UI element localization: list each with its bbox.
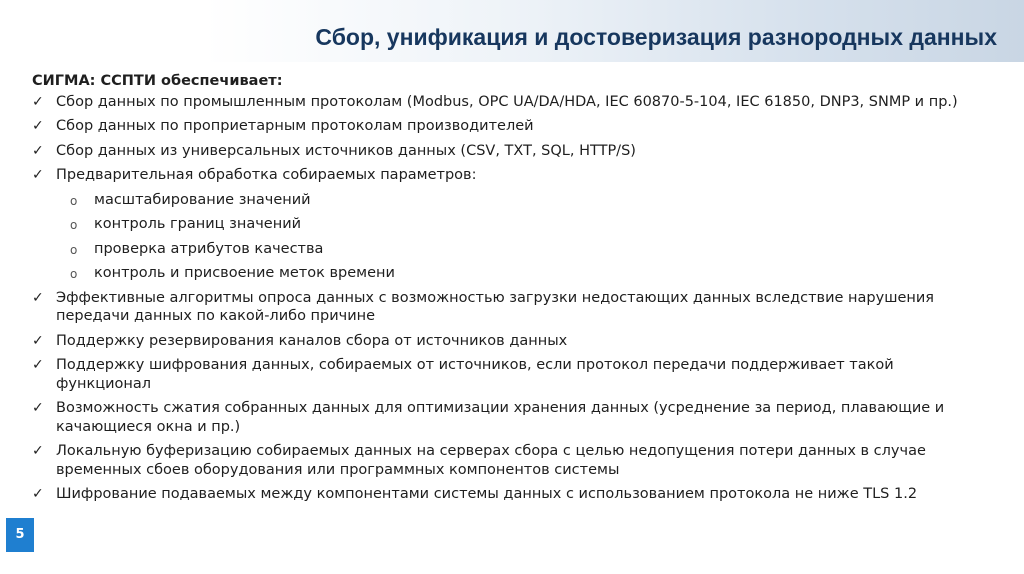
list-item-text: Локальную буферизацию собираемых данных на серверах сбора с целью недопущения потери данных в случае временных сбоев оборудования или программных компонентов системы [56, 443, 926, 478]
check-icon: ✓ [32, 443, 44, 459]
check-icon: ✓ [32, 486, 44, 502]
list-item [32, 332, 992, 351]
intro-text: СИГМА: ССПТИ обеспечивает: [32, 73, 283, 89]
slide-title: Сбор, унификация и достоверизация разнородных данных [315, 24, 997, 50]
circle-bullet-icon: o [70, 267, 78, 281]
sub-list-item-text: контроль и присвоение меток времени [94, 265, 395, 281]
check-icon: ✓ [32, 167, 44, 183]
check-icon: ✓ [32, 118, 44, 134]
list-item [32, 289, 992, 326]
list-item [32, 142, 992, 161]
sub-list-item [56, 215, 992, 234]
sub-list [56, 191, 992, 283]
list-item [32, 166, 992, 283]
sub-list-item-text: масштабирование значений [94, 191, 311, 208]
check-icon: ✓ [32, 93, 44, 110]
list-item-text: Поддержку резервирования каналов сбора от источников данных [56, 332, 568, 349]
list-item [32, 485, 992, 504]
list-item [32, 93, 992, 112]
check-icon: ✓ [32, 142, 44, 159]
sub-list-item [56, 191, 992, 210]
check-icon: ✓ [32, 289, 44, 306]
sub-list-item [56, 264, 992, 283]
sub-list-item-text: проверка атрибутов качества [94, 240, 324, 257]
sub-list-item [56, 240, 992, 259]
circle-bullet-icon: o [70, 218, 78, 232]
list-item-text: Шифрование подаваемых между компонентами системы данных с использованием протокола не ниже TLS 1.2 [56, 486, 918, 502]
list-item [32, 399, 992, 436]
list-item-text: Возможность сжатия собранных данных для оптимизации хранения данных (усреднение за период, плавающие и качающиеся окна и пр.) [56, 400, 945, 435]
list-item-text: Сбор данных по проприетарным протоколам производителей [56, 118, 534, 134]
list-item-text: Сбор данных по промышленным протоколам (Modbus, OPC UA/DA/HDA, IEC 60870-5-104, IEC 61850, DNP3, SNMP и пр.) [56, 93, 958, 110]
slide-content [32, 72, 992, 510]
check-icon: ✓ [32, 357, 44, 373]
list-item-text: Сбор данных из универсальных источников данных (CSV, TXT, SQL, HTTP/S) [56, 142, 636, 159]
list-item [32, 442, 992, 479]
circle-bullet-icon: o [70, 242, 78, 257]
list-item [32, 117, 992, 136]
check-icon: ✓ [32, 332, 44, 349]
page-number: 5 [6, 518, 34, 552]
check-icon: ✓ [32, 400, 44, 416]
circle-bullet-icon: o [70, 193, 78, 208]
feature-list [32, 93, 992, 504]
list-item-text: Поддержку шифрования данных, собираемых от источников, если протокол передачи поддерживает такой функционал [56, 357, 894, 392]
list-item [32, 356, 992, 393]
list-item-text: Эффективные алгоритмы опроса данных с возможностью загрузки недостающих данных вследствие нарушения передачи данных по какой-либо причине [56, 289, 935, 324]
sub-list-item-text: контроль границ значений [94, 216, 302, 232]
list-item-text: Предварительная обработка собираемых параметров: [56, 167, 477, 183]
